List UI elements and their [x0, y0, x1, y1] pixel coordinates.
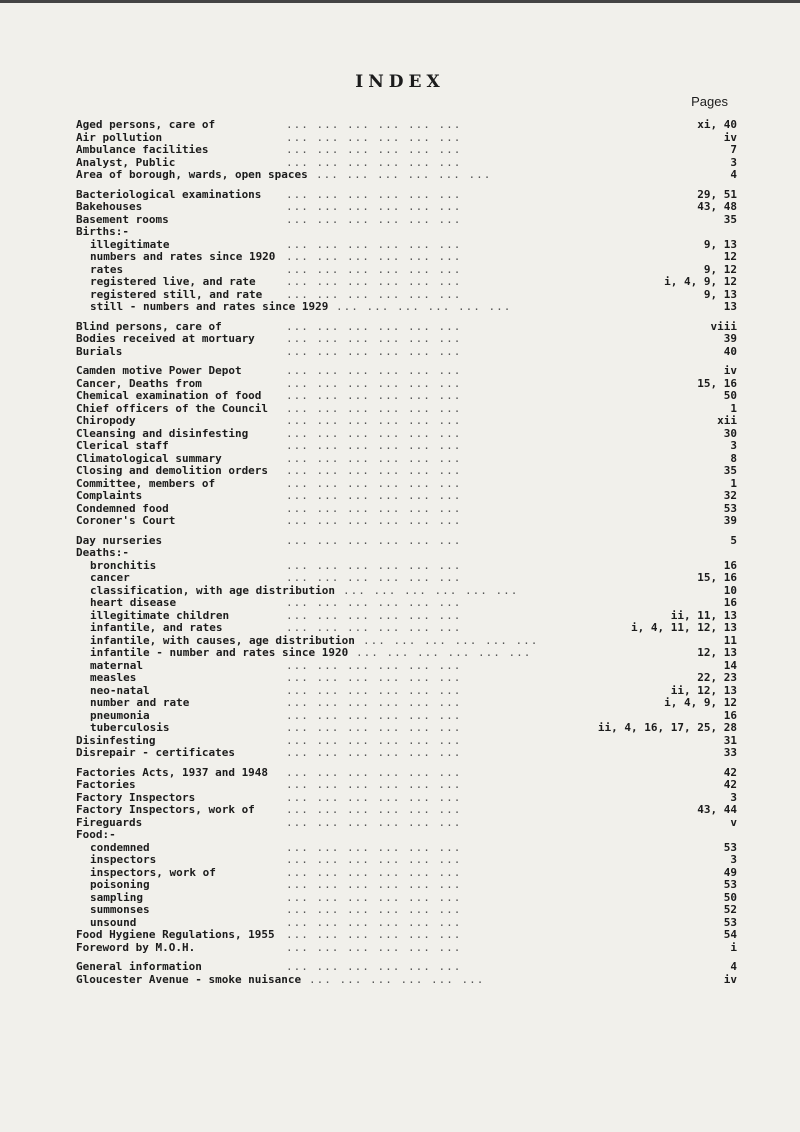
index-entry	[76, 647, 737, 660]
entry-pages: iv	[720, 365, 737, 378]
index-list	[76, 112, 737, 986]
index-entry	[76, 189, 737, 202]
index-entry	[76, 879, 737, 892]
entry-pages: 53	[720, 503, 737, 516]
entry-pages: 50	[720, 892, 737, 905]
entry-pages: 3	[726, 157, 737, 170]
entry-label: Cleansing and disinfesting	[76, 426, 249, 440]
index-entry	[76, 767, 737, 780]
entry-label: Disinfesting	[76, 733, 156, 747]
entry-pages: 52	[720, 904, 737, 917]
entry-pages: 13	[720, 301, 737, 314]
index-entry	[76, 974, 737, 987]
dot-leader: ... ... ... ... ... ...	[286, 502, 462, 515]
entry-label: Committee, members of	[76, 476, 216, 490]
index-entry	[76, 722, 737, 735]
dot-leader: ... ... ... ... ... ...	[286, 916, 462, 929]
entry-pages: 1	[726, 478, 737, 491]
entry-label: Chemical examination of food	[76, 389, 262, 402]
entry-pages: 15, 16	[693, 378, 737, 391]
entry-label: condemned	[90, 840, 150, 854]
dot-leader: ... ... ... ... ... ...	[336, 301, 512, 313]
entry-pages: 14	[720, 660, 737, 673]
entry-label: Bodies received at mortuary	[76, 332, 255, 345]
dot-leader: ... ... ... ... ... ...	[286, 534, 462, 547]
entry-label: Burials	[76, 344, 123, 358]
entry-pages: 3	[726, 440, 737, 453]
entry-pages: 40	[720, 346, 737, 359]
index-entry	[76, 779, 737, 792]
entry-pages: 12, 13	[693, 647, 737, 660]
index-entry	[76, 169, 737, 182]
index-entry	[76, 672, 737, 685]
entry-label: Day nurseries	[76, 533, 163, 547]
dot-leader: ... ... ... ... ... ...	[286, 559, 462, 572]
entry-label: Deaths:-	[76, 546, 129, 559]
dot-leader: ... ... ... ... ... ...	[286, 440, 462, 452]
entry-label: Factories	[76, 778, 136, 791]
entry-label: Disrepair - certificates	[76, 746, 235, 759]
dot-leader: ... ... ... ... ... ...	[309, 973, 485, 986]
index-group	[76, 119, 737, 182]
dot-leader: ... ... ... ... ... ...	[286, 477, 462, 490]
entry-pages: 16	[720, 560, 737, 573]
dot-leader: ... ... ... ... ... ...	[286, 697, 462, 709]
entry-label: poisoning	[90, 878, 150, 891]
dot-leader: ... ... ... ... ... ...	[286, 465, 462, 477]
index-entry	[76, 201, 737, 214]
dot-leader: ... ... ... ... ... ...	[316, 169, 492, 181]
entry-pages: ii, 12, 13	[667, 685, 737, 698]
entry-label: Bacteriological examinations	[76, 187, 262, 201]
dot-leader: ... ... ... ... ... ...	[286, 288, 462, 301]
entry-label: Aged persons, care of	[76, 118, 216, 131]
entry-label: cancer	[90, 571, 130, 584]
dot-leader: ... ... ... ... ... ...	[356, 647, 532, 659]
entry-label: Gloucester Avenue - smoke nuisance	[76, 972, 302, 986]
entry-label: infantile, and rates	[90, 621, 223, 634]
entry-pages: 50	[720, 390, 737, 403]
entry-label: number and rate	[90, 696, 190, 709]
entry-label: infantile - number and rates since 1920	[90, 646, 349, 659]
entry-label: bronchitis	[90, 558, 157, 572]
index-entry	[76, 515, 737, 528]
entry-pages: 9, 13	[700, 289, 737, 302]
entry-label: maternal	[90, 658, 143, 672]
entry-pages: v	[726, 817, 737, 830]
entry-pages: 33	[720, 747, 737, 760]
index-entry	[76, 572, 737, 585]
entry-label: inspectors	[90, 853, 157, 866]
entry-label: Area of borough, wards, open spaces	[76, 168, 308, 181]
dot-leader: ... ... ... ... ... ...	[286, 684, 462, 697]
dot-leader: ... ... ... ... ... ...	[286, 515, 462, 527]
entry-label: heart disease	[90, 596, 177, 609]
entry-pages: 4	[726, 961, 737, 974]
index-entry	[76, 465, 737, 478]
entry-label: Births:-	[76, 225, 129, 238]
dot-leader: ... ... ... ... ... ...	[286, 188, 462, 201]
dot-leader: ... ... ... ... ... ...	[363, 634, 539, 647]
index-entry	[76, 365, 737, 378]
index-entry	[76, 547, 737, 560]
dot-leader: ... ... ... ... ... ...	[286, 131, 462, 144]
entry-label: unsound	[90, 915, 137, 929]
dot-leader: ... ... ... ... ... ...	[286, 415, 462, 427]
index-entry	[76, 560, 737, 573]
dot-leader: ... ... ... ... ... ...	[286, 879, 462, 891]
entry-label: Fireguards	[76, 815, 143, 829]
dot-leader: ... ... ... ... ... ...	[286, 402, 462, 415]
dot-leader: ... ... ... ... ... ...	[286, 791, 462, 804]
entry-label: Food Hygiene Regulations, 1955	[76, 928, 275, 941]
index-entry	[76, 829, 737, 842]
entry-label: Cancer, Deaths from	[76, 376, 202, 390]
index-group	[76, 189, 737, 314]
entry-label: Clerical staff	[76, 439, 169, 452]
entry-pages: ii, 4, 16, 17, 25, 28	[594, 722, 737, 735]
index-entry	[76, 747, 737, 760]
dot-leader: ... ... ... ... ... ...	[286, 213, 462, 226]
dot-leader: ... ... ... ... ... ...	[286, 622, 462, 634]
entry-pages: 15, 16	[693, 572, 737, 585]
index-entry	[76, 251, 737, 264]
entry-label: Condemned food	[76, 501, 169, 515]
entry-pages: 16	[720, 710, 737, 723]
dot-leader: ... ... ... ... ... ...	[286, 333, 462, 345]
entry-label: Chief officers of the Council	[76, 401, 269, 415]
index-group	[76, 961, 737, 986]
entry-label: sampling	[90, 890, 143, 904]
entry-pages: xi, 40	[693, 119, 737, 132]
dot-leader: ... ... ... ... ... ...	[286, 961, 462, 973]
entry-pages: 3	[726, 792, 737, 805]
entry-pages: 32	[720, 490, 737, 503]
entry-pages: iv	[720, 974, 737, 987]
pages-column-header: Pages	[691, 94, 728, 109]
entry-label: Chiropody	[76, 414, 136, 427]
entry-pages: 16	[720, 597, 737, 610]
index-entry	[76, 440, 737, 453]
entry-pages: 9, 12	[700, 264, 737, 277]
index-entry	[76, 144, 737, 157]
entry-pages: 4	[726, 169, 737, 182]
entry-pages: 53	[720, 879, 737, 892]
dot-leader: ... ... ... ... ... ...	[286, 251, 462, 263]
dot-leader: ... ... ... ... ... ...	[286, 119, 462, 131]
entry-label: Food:-	[76, 828, 116, 841]
index-entry	[76, 961, 737, 974]
entry-label: registered live, and rate	[90, 275, 256, 288]
dot-leader: ... ... ... ... ... ...	[286, 891, 462, 904]
entry-label: Climatological summary	[76, 451, 222, 465]
entry-label: illegitimate children	[90, 608, 230, 622]
entry-pages: i	[726, 942, 737, 955]
dot-leader: ... ... ... ... ... ...	[286, 572, 462, 584]
index-entry	[76, 503, 737, 516]
dot-leader: ... ... ... ... ... ...	[286, 804, 462, 816]
index-entry	[76, 333, 737, 346]
index-entry	[76, 276, 737, 289]
entry-label: Basement rooms	[76, 212, 169, 226]
entry-pages: 43, 48	[693, 201, 737, 214]
dot-leader: ... ... ... ... ... ...	[286, 156, 462, 169]
dot-leader: ... ... ... ... ... ...	[286, 659, 462, 672]
dot-leader: ... ... ... ... ... ...	[286, 276, 462, 288]
index-entry	[76, 597, 737, 610]
entry-pages: iv	[720, 132, 737, 145]
entry-pages: 29, 51	[693, 189, 737, 202]
entry-pages: i, 4, 9, 12	[660, 697, 737, 710]
entry-pages: 53	[720, 917, 737, 930]
dot-leader: ... ... ... ... ... ...	[286, 734, 462, 747]
entry-pages: 12	[720, 251, 737, 264]
entry-label: registered still, and rate	[90, 287, 263, 301]
dot-leader: ... ... ... ... ... ...	[286, 722, 462, 734]
entry-pages: 7	[726, 144, 737, 157]
index-entry	[76, 942, 737, 955]
entry-label: neo-natal	[90, 683, 150, 697]
entry-label: numbers and rates since 1920	[90, 250, 276, 263]
index-entry	[76, 226, 737, 239]
entry-label: Factories Acts, 1937 and 1948	[76, 765, 269, 779]
index-entry	[76, 622, 737, 635]
index-entry	[76, 346, 737, 359]
dot-leader: ... ... ... ... ... ...	[286, 941, 462, 954]
index-group	[76, 767, 737, 955]
dot-leader: ... ... ... ... ... ...	[286, 929, 462, 941]
entry-label: Air pollution	[76, 130, 163, 144]
index-entry	[76, 390, 737, 403]
entry-label: pneumonia	[90, 708, 150, 722]
index-entry	[76, 892, 737, 905]
index-entry	[76, 904, 737, 917]
entry-pages: 1	[726, 403, 737, 416]
entry-label: rates	[90, 262, 124, 276]
entry-pages: 9, 13	[700, 239, 737, 252]
index-group	[76, 535, 737, 760]
dot-leader: ... ... ... ... ... ...	[286, 709, 462, 722]
entry-pages: 3	[726, 854, 737, 867]
entry-label: Bakehouses	[76, 200, 143, 213]
entry-pages: 49	[720, 867, 737, 880]
index-entry	[76, 535, 737, 548]
index-entry	[76, 415, 737, 428]
index-entry	[76, 842, 737, 855]
dot-leader: ... ... ... ... ... ...	[286, 854, 462, 866]
dot-leader: ... ... ... ... ... ...	[286, 904, 462, 916]
dot-leader: ... ... ... ... ... ...	[286, 597, 462, 609]
entry-pages: 42	[720, 767, 737, 780]
entry-pages: 11	[720, 635, 737, 648]
dot-leader: ... ... ... ... ... ...	[286, 816, 462, 829]
entry-pages: 30	[720, 428, 737, 441]
index-entry	[76, 697, 737, 710]
index-group	[76, 365, 737, 528]
dot-leader: ... ... ... ... ... ...	[343, 584, 519, 597]
entry-label: illegitimate	[90, 237, 170, 251]
dot-leader: ... ... ... ... ... ...	[286, 766, 462, 779]
entry-pages: 53	[720, 842, 737, 855]
entry-pages: 10	[720, 585, 737, 598]
entry-label: summonses	[90, 903, 150, 916]
index-entry	[76, 867, 737, 880]
entry-label: Factory Inspectors	[76, 790, 196, 804]
entry-pages: 35	[720, 465, 737, 478]
entry-label: measles	[90, 671, 137, 684]
entry-label: infantile, with causes, age distribution	[90, 633, 355, 647]
entry-label: Closing and demolition orders	[76, 464, 269, 477]
entry-pages: ii, 11, 13	[667, 610, 737, 623]
index-entry	[76, 804, 737, 817]
dot-leader: ... ... ... ... ... ...	[286, 263, 462, 276]
top-rule	[0, 0, 800, 3]
index-entry	[76, 660, 737, 673]
index-entry	[76, 428, 737, 441]
dot-leader: ... ... ... ... ... ...	[286, 144, 462, 156]
entry-pages: xii	[713, 415, 737, 428]
dot-leader: ... ... ... ... ... ...	[286, 427, 462, 440]
entry-pages: 22, 23	[693, 672, 737, 685]
entry-label: Blind persons, care of	[76, 319, 222, 333]
entry-pages: i, 4, 9, 12	[660, 276, 737, 289]
entry-label: inspectors, work of	[90, 865, 216, 879]
index-entry	[76, 929, 737, 942]
entry-pages: viii	[707, 321, 738, 334]
dot-leader: ... ... ... ... ... ...	[286, 866, 462, 879]
dot-leader: ... ... ... ... ... ...	[286, 238, 462, 251]
index-entry	[76, 490, 737, 503]
entry-label: General information	[76, 960, 202, 973]
index-entry	[76, 478, 737, 491]
dot-leader: ... ... ... ... ... ...	[286, 609, 462, 622]
entry-label: tuberculosis	[90, 721, 170, 734]
entry-pages: 39	[720, 333, 737, 346]
index-group	[76, 321, 737, 359]
index-entry	[76, 301, 737, 314]
entry-pages: 31	[720, 735, 737, 748]
entry-label: Camden motive Power Depot	[76, 364, 242, 377]
dot-leader: ... ... ... ... ... ...	[286, 779, 462, 791]
entry-pages: 43, 44	[693, 804, 737, 817]
entry-pages: i, 4, 11, 12, 13	[627, 622, 737, 635]
index-entry	[76, 119, 737, 132]
index-entry	[76, 403, 737, 416]
dot-leader: ... ... ... ... ... ...	[286, 201, 462, 213]
dot-leader: ... ... ... ... ... ...	[286, 672, 462, 684]
dot-leader: ... ... ... ... ... ...	[286, 747, 462, 759]
entry-pages: 39	[720, 515, 737, 528]
entry-label: Factory Inspectors, work of	[76, 803, 255, 816]
index-entry	[76, 854, 737, 867]
dot-leader: ... ... ... ... ... ...	[286, 452, 462, 465]
entry-label: Coroner's Court	[76, 514, 176, 527]
dot-leader: ... ... ... ... ... ...	[286, 365, 462, 377]
index-entry	[76, 214, 737, 227]
entry-label: Foreword by M.O.H.	[76, 940, 196, 954]
page-title: INDEX	[355, 72, 445, 92]
entry-pages: 42	[720, 779, 737, 792]
dot-leader: ... ... ... ... ... ...	[286, 841, 462, 854]
dot-leader: ... ... ... ... ... ...	[286, 345, 462, 358]
entry-label: Analyst, Public	[76, 155, 176, 169]
entry-pages: 8	[726, 453, 737, 466]
index-entry	[76, 817, 737, 830]
entry-label: still - numbers and rates since 1929	[90, 300, 329, 313]
entry-pages: 35	[720, 214, 737, 227]
dot-leader: ... ... ... ... ... ...	[286, 377, 462, 390]
dot-leader: ... ... ... ... ... ...	[286, 490, 462, 502]
entry-label: classification, with age distribution	[90, 583, 336, 597]
entry-pages: 54	[720, 929, 737, 942]
entry-pages: 5	[726, 535, 737, 548]
entry-label: Complaints	[76, 489, 143, 502]
entry-label: Ambulance facilities	[76, 143, 209, 156]
dot-leader: ... ... ... ... ... ...	[286, 320, 462, 333]
dot-leader: ... ... ... ... ... ...	[286, 390, 462, 402]
